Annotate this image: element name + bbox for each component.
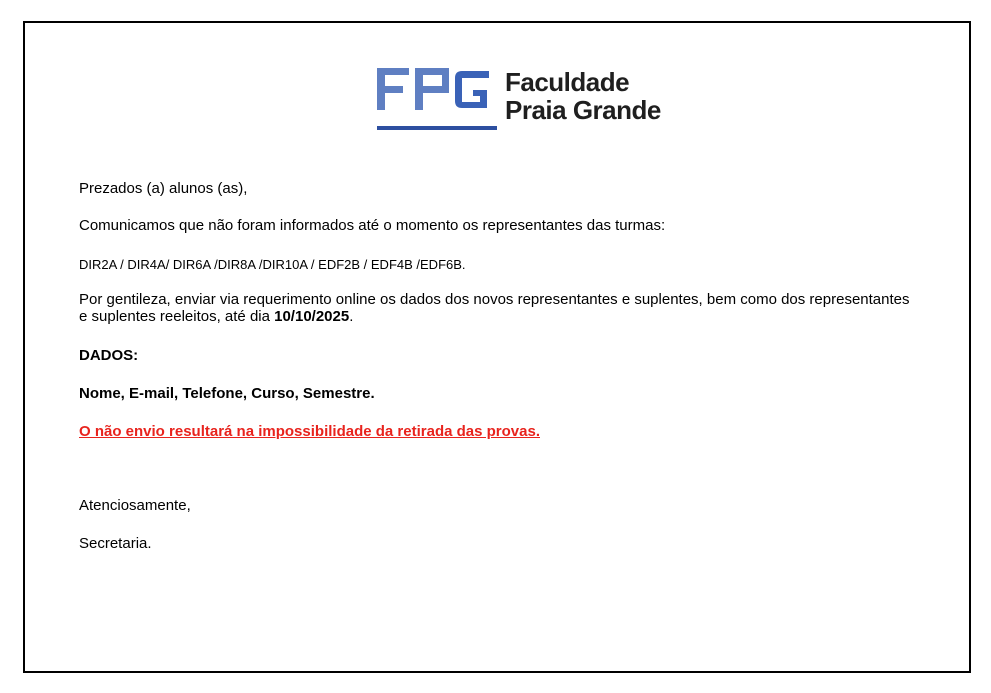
warning-notice: O não envio resultará na impossibilidade da retirada das provas.	[79, 423, 540, 440]
fpg-logo-mark	[377, 68, 497, 158]
intro-paragraph: Comunicamos que não foram informados até o momento os representantes das turmas:	[79, 217, 666, 234]
greeting: Prezados (a) alunos (as),	[79, 180, 248, 197]
logo-name-line2: Praia Grande	[505, 95, 661, 125]
logo-wordmark	[505, 68, 661, 124]
deadline-date: 10/10/2025	[274, 308, 350, 325]
request-end: .	[349, 308, 354, 325]
request-text: Por gentileza, enviar via requerimento online os dados dos novos representantes e suplentes, bem como dos representantes e suplentes reeleitos, até dia	[79, 291, 910, 325]
fpg-logo	[377, 67, 661, 158]
signature: Secretaria.	[79, 535, 152, 552]
classes-list: DIR2A / DIR4A/ DIR6A /DIR8A /DIR10A / EDF2B / EDF4B /EDF6B.	[79, 257, 466, 272]
document-page	[23, 21, 971, 673]
request-paragraph	[79, 291, 919, 325]
logo-name-line1: Faculdade	[505, 67, 630, 97]
closing: Atenciosamente,	[79, 497, 191, 514]
data-heading: DADOS:	[79, 347, 139, 364]
data-fields: Nome, E-mail, Telefone, Curso, Semestre.	[79, 385, 375, 402]
